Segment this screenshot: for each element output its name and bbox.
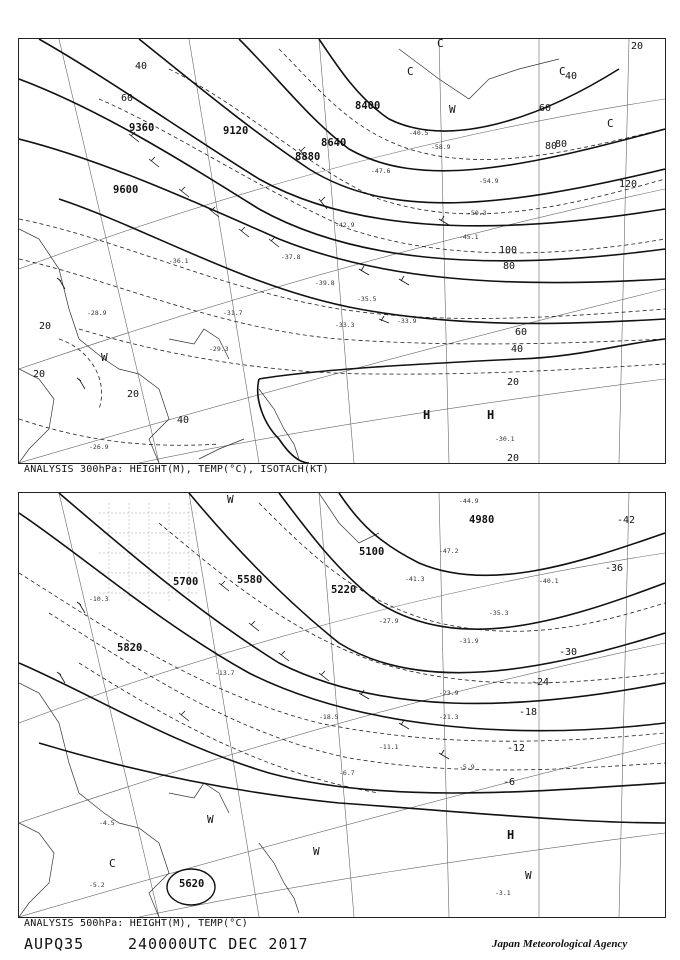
map-panel-500hpa (18, 492, 666, 918)
obs-value: -23.9 (439, 689, 459, 697)
isotach-label: 20 (127, 389, 140, 400)
obs-value: -26.9 (89, 443, 109, 451)
isotach-label: 40 (135, 61, 148, 72)
warm-center-label: W (525, 869, 532, 882)
isotach-label: 60 (515, 327, 528, 338)
obs-value: -37.8 (281, 253, 301, 261)
panel-caption-500hpa: ANALYSIS 500hPa: HEIGHT(M), TEMP(°C) (24, 918, 248, 929)
height-label: 9120 (223, 125, 249, 137)
isotach-label: 20 (631, 41, 644, 52)
cold-center-label: C (607, 117, 614, 130)
height-label: 5620 (179, 878, 205, 890)
warm-center-label: W (313, 845, 320, 858)
height-label: 5700 (173, 576, 199, 588)
obs-value: -33.9 (397, 317, 417, 325)
temp-label: -30 (559, 647, 578, 658)
obs-value: -39.8 (315, 279, 335, 287)
cold-center-label: C (437, 39, 444, 50)
height-label: 8640 (321, 137, 347, 149)
isotach-20kt (259, 339, 665, 379)
obs-value: -4.5 (99, 819, 115, 827)
obs-value: -42.9 (335, 221, 355, 229)
height-label: 9360 (129, 122, 155, 134)
obs-value: -30.1 (495, 435, 515, 443)
temp-label: -36 (605, 563, 624, 574)
isotach-label: 20 (507, 453, 520, 463)
high-pressure-label: H (507, 828, 515, 842)
warm-center-label: W (207, 813, 214, 826)
obs-value: -50.3 (467, 209, 487, 217)
isotherms (19, 49, 665, 445)
valid-time: 240000UTC DEC 2017 (128, 935, 309, 953)
isotach-label: 40 (177, 415, 190, 426)
obs-value: -44.9 (459, 497, 479, 505)
obs-value: -40.5 (409, 129, 429, 137)
temp-label: -24 (531, 677, 550, 688)
obs-value: -27.9 (379, 617, 399, 625)
height-label: 8400 (355, 100, 381, 112)
obs-value: -29.3 (209, 345, 229, 353)
agency-name: Japan Meteorological Agency (492, 938, 628, 950)
obs-value: -31.9 (459, 637, 479, 645)
isotach-label: 60 (121, 93, 134, 104)
obs-value: -3.1 (495, 889, 511, 897)
map-panel-300hpa (18, 38, 666, 464)
warm-center-label: W (449, 103, 456, 116)
isotach-label: 20 (507, 377, 520, 388)
obs-value: -41.3 (405, 575, 425, 583)
isotach-label: 100 (499, 245, 518, 256)
temp-label: -6 (503, 777, 516, 788)
isotach-20kt-south (258, 379, 309, 463)
high-pressure-label: H (487, 408, 495, 422)
obs-value: -31.7 (223, 309, 243, 317)
obs-value: -33.3 (335, 321, 355, 329)
obs-value: -47.2 (439, 547, 459, 555)
obs-value: -40.1 (539, 577, 559, 585)
obs-value: -18.5 (319, 713, 339, 721)
map-300hpa-svg (19, 39, 665, 463)
isotach-label: 80 (555, 139, 568, 150)
obs-value: -10.3 (89, 595, 109, 603)
obs-value: -58.9 (431, 143, 451, 151)
warm-center-label: W (101, 351, 108, 364)
obs-value: -6.7 (339, 769, 355, 777)
obs-value: -35.5 (357, 295, 377, 303)
isotach-label: 20 (33, 369, 46, 380)
high-pressure-label: H (423, 408, 431, 422)
cold-center-label: C (109, 857, 116, 870)
latlon-grid (19, 39, 665, 463)
temp-label: -42 (617, 515, 636, 526)
isotach-label: 120 (619, 179, 638, 190)
obs-value: -45.1 (459, 233, 479, 241)
obs-value: -13.7 (215, 669, 235, 677)
cold-center-label: C (559, 65, 566, 78)
height-label: 5820 (117, 642, 143, 654)
obs-value: -28.9 (87, 309, 107, 317)
cold-center-label: C (407, 65, 414, 78)
height-label: 5220 (331, 584, 357, 596)
height-label: 9600 (113, 184, 139, 196)
warm-center-label: W (227, 493, 234, 506)
obs-value: -21.3 (439, 713, 459, 721)
obs-value: -36.1 (169, 257, 189, 265)
obs-value: -5.9 (459, 763, 475, 771)
latlon-grid (19, 493, 665, 917)
height-label: 5580 (237, 574, 263, 586)
isotach-label: 80 (503, 261, 516, 272)
isotach-label: 40 (511, 344, 524, 355)
obs-value: -11.1 (379, 743, 399, 751)
temp-label: -12 (507, 743, 526, 754)
panel-caption-300hpa: ANALYSIS 300hPa: HEIGHT(M), TEMP(°C), ISOTACH(KT) (24, 464, 329, 475)
obs-value: -47.6 (371, 167, 391, 175)
obs-value: -54.9 (479, 177, 499, 185)
isotach-label: 80 (545, 141, 558, 152)
hatched-region (99, 503, 199, 603)
height-label: 5100 (359, 546, 385, 558)
isotach-label: 20 (39, 321, 52, 332)
isotach-label: 40 (565, 71, 578, 82)
height-label: 8880 (295, 151, 321, 163)
obs-value: -5.2 (89, 881, 105, 889)
isotach-label: 60 (539, 103, 552, 114)
map-500hpa-svg (19, 493, 665, 917)
obs-value: -35.3 (489, 609, 509, 617)
height-label: 4980 (469, 514, 495, 526)
temp-label: -18 (519, 707, 538, 718)
chart-id: AUPQ35 (24, 935, 85, 953)
